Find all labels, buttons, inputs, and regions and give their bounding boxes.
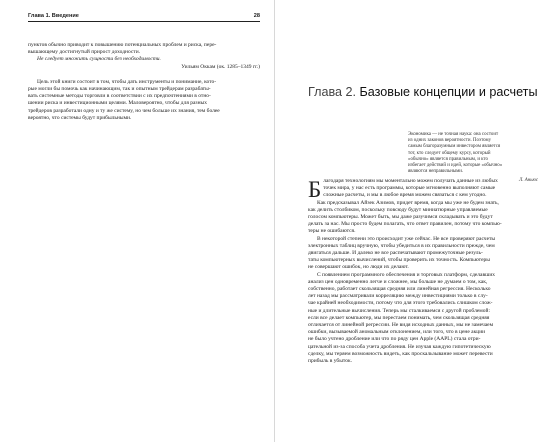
text-line: таты компьютерных вычислений, чтобы проверить их точность. Компьютеры [308,257,490,264]
epigraph-line: из одних законов вероятности. Поэтому [408,138,492,144]
epigraph-author: Л. Аньюс [519,178,538,184]
paragraph [28,79,260,122]
text-line: делать за нас. Мы просто будем полагать, что ответ правилен, потому что компью- [308,221,502,228]
epigraph-line: Экономика — не точная наука: она состоит [408,132,499,137]
paragraph [308,236,538,272]
running-head [28,11,260,22]
chapter-heading [308,85,538,100]
text-line: С появлением программного обеспечения и торговых платформ, сделавших [317,271,496,278]
text-line: лагодаря технологиям мы моментально можем получать данные из любых [323,178,498,184]
text-line: точек мира, у нас есть программы, которые мгновенно выполняют самые [323,185,496,192]
text-line: трейдеров разработали одну и ту же систему, но чем больше их знания, тем более [28,107,220,114]
left-page-body [28,42,260,122]
paragraph [308,200,538,236]
text-line: рые могли бы помочь как начинающим, так и опытным трейдерам разрабаты- [28,86,211,93]
text-line: отличается от линейной регрессии. Не видя исходных данных, мы не замечаем [308,322,494,329]
quote-author: Уильям Оккам (ок. 1285–1349 гг.) [181,63,260,70]
paragraph [308,272,538,366]
text-line: не совершают ошибок, но люди их делают. [308,264,409,271]
right-page-body [308,178,538,365]
epigraph-line: избегает действий и идей, которые «обычно» [408,163,503,169]
text-line: двигаться дальше. И далеко не все распечатывают промежуточные резуль- [308,250,483,257]
text-line: Как предсказывал Айзек Азимов, придет время, когда мы уже не будем знать, [317,199,499,206]
chapter-title: Базовые концепции и расчеты [359,85,538,99]
text-line: электронных таблиц вручную, чтобы убедиться в их правильности прежде, чем [308,242,495,249]
text-line: теры не ошибаются. [308,228,356,235]
epigraph-line: тот, кто следует общему курсу, который [408,150,491,156]
text-line: лет назад мы рассматривали корреляцию между инвестициями только в слу- [308,293,488,300]
epigraph-line: «обычно» является правильным, и кто [408,156,488,162]
text-line: голосом компьютеры. Может быть, мы даже разучимся складывать и это будут [308,214,493,221]
text-line: вышающему достигнутый прирост доходности. [28,49,141,56]
text-line: прибыль в убыток. [308,358,353,365]
text-line: ные и длительные вычисления. Теперь мы сталкиваемся с другой проблемой: [308,307,490,314]
occam-quote: Не следует множить сущности без необходимости. [37,56,161,63]
text-line: пунктов обычно приводит к повышению потенциальных проблем и риска, пере- [28,42,217,48]
page-number: 28 [253,13,260,19]
chapter-number: Глава 2. [308,85,357,99]
text-line: чае крайней необходимости, потому что для этого требовались слишком слож- [308,300,493,307]
epigraph-line: являются неправильными. [408,169,464,175]
drop-cap: Б [308,177,322,202]
text-line: сложные расчеты, и мы в любое время можем связаться с кем угодно. [323,192,487,199]
running-head-chapter: Глава 1. Введение [28,13,79,19]
text-line: сделку, мы теряем возможность видеть, как проскальзывание может перевести [308,350,493,357]
text-line: анализ цен одновременно легче и сложнее, мы больше не думаем о том, как, [308,278,488,285]
text-line: ошибки, вызываемой аномальным отклонением, или того, что в цене акции [308,329,486,336]
text-line: Цель этой книги состоит в том, чтобы дать инструменты и понимание, кото- [37,78,217,85]
text-line: как делить столбиком, поскольку повсюду будут миниатюрные управляемые [308,206,488,213]
text-line: цательной из-за способа учета дробления. Не изучая каждую гипотетическую [308,343,491,350]
text-line: собственно, работает скользящая средняя или линейная регрессия. Несколько [308,286,491,293]
text-line: вать системные методы торговли в соответствии с их предпочтениями в отно- [28,93,211,100]
text-line: В некоторой степени это происходит уже сейчас. Не все проверяют расчеты [317,235,496,242]
first-paragraph [308,178,538,200]
epigraph [408,132,538,185]
text-line: шении риска и инвестиционными целями. Маловероятно, чтобы для разных [28,100,207,107]
epigraph-line: самым благоразумным инвестором является [408,144,501,150]
right-page [276,0,550,442]
text-line: не было учтено дробление или что по ряду цен Apple (AAPL) стала отри- [308,336,481,343]
text-line: если все делает компьютер, мы перестаем понимать, чем скользящая средняя [308,314,490,321]
text-line: вероятно, что системы будут прибыльными. [28,114,132,121]
